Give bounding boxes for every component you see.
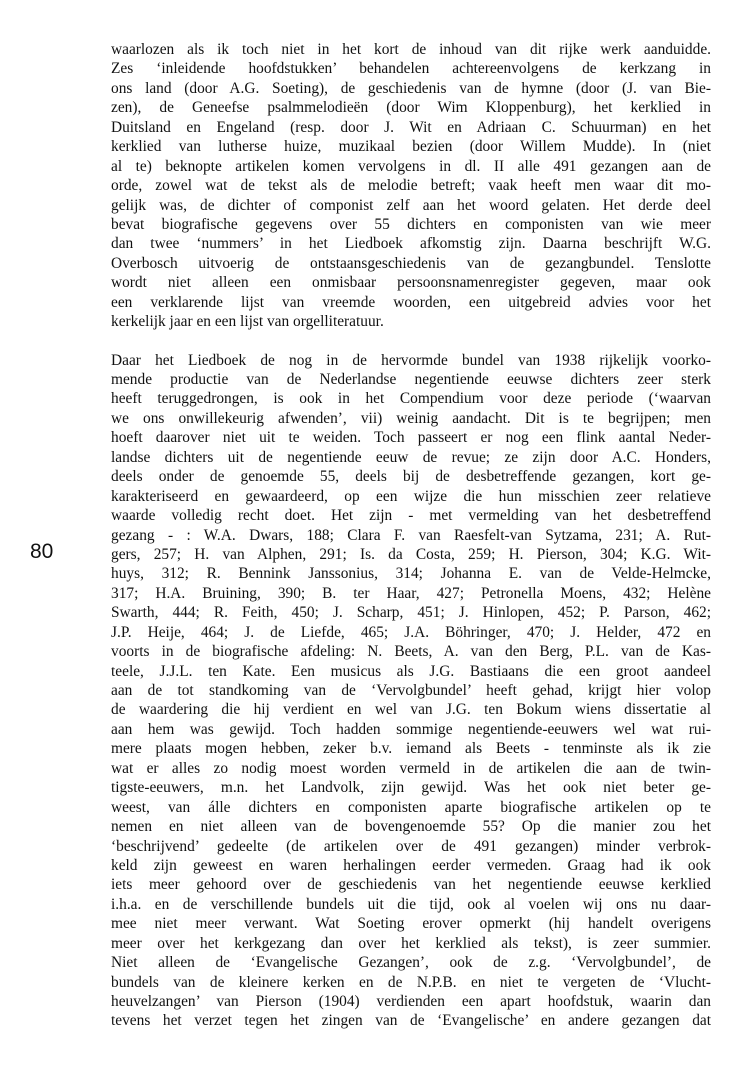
text-line: mee niet meer verwant. Wat Soeting erover opmerkt (hij handelt overigens [111,915,711,933]
text-line: karakteriseerd en gewaardeerd, op een wijze die hun misschien zeer relatieve [111,487,711,505]
text-line: aan hem was gewijd. Toch hadden sommige negentiende-eeuwers wel wat rui- [111,720,711,738]
text-line: landse dichters uit de negentiende eeuw de revue; ze zijn door A.C. Honders, [111,448,711,466]
text-line: Daar het Liedboek de nog in de hervormde bundel van 1938 rijkelijk voorko- [111,351,711,369]
text-line: deels onder de genoemde 55, deels bij de desbetreffende gezangen, kort ge- [111,468,711,486]
text-line: meer over het kerkgezang dan over het kerklied als tekst), is zeer summier. [111,934,711,952]
paragraph-1 [111,40,711,332]
text-line: dan twee ‘nummers’ in het Liedboek afkomstig zijn. Daarna beschrijft W.G. [111,235,711,253]
text-line: i.h.a. en de verschillende bundels uit die tijd, ook al voelen wij ons nu daar- [111,895,711,913]
text-line: waarlozen als ik toch niet in het kort de inhoud van dit rijke werk aanduidde. [111,41,711,58]
text-line: Duitsland en Engeland (resp. door J. Wit en Adriaan C. Schuurman) en het [111,118,711,136]
text-line: tigste-eeuwers, m.n. het Landvolk, zijn gewijd. Was het ook niet beter ge- [111,779,711,797]
text-line: mende productie van de Nederlandse negentiende eeuwse dichters zeer sterk [111,371,711,388]
text-line: 317; H.A. Bruining, 390; B. ter Haar, 427; Petronella Moens, 432; Helène [111,584,711,602]
text-line: ons land (door A.G. Soeting), de geschiedenis van de hymne (door (J. van Bie- [111,79,711,97]
paragraph-2 [111,351,711,1031]
text-line: tevens het verzet tegen het zingen van de ‘Evangelische’ en andere gezangen dat [111,1012,711,1030]
text-line: Zes ‘inleidende hoofdstukken’ behandelen achtereenvolgens de kerkzang in [111,60,711,78]
text-line: kerklied van lutherse huize, muzikaal bezien (door Willem Mudde). In (niet [111,138,711,156]
text-column [111,40,711,1031]
text-line: J.P. Heije, 464; J. de Liefde, 465; J.A. Böhringer, 470; J. Helder, 472 en [111,623,711,641]
text-line: Swarth, 444; R. Feith, 450; J. Scharp, 451; J. Hinlopen, 452; P. Parson, 462; [111,604,711,622]
text-line: zen), de Geneefse psalmmelodieën (door Wim Kloppenburg), het kerklied in [111,99,711,117]
text-line: aan de tot standkoming van de ‘Vervolgbundel’ heeft gehad, krijgt hier volop [111,682,711,699]
text-line: orde, zowel wat de tekst als de melodie betreft; vaak heeft men waar dit mo- [111,177,711,195]
text-line: kerkelijk jaar en een lijst van orgelliteratuur. [111,313,384,331]
text-line: heuvelzangen’ van Pierson (1904) verdienden een apart hoofdstuk, waarin dan [111,993,711,1010]
page-number: 80 [30,540,54,563]
text-line: teele, J.J.L. ten Kate. Een musicus als J.G. Bastiaans die een groot aandeel [111,662,711,680]
text-line: huys, 312; R. Bennink Janssonius, 314; Johanna E. van de Velde-Helmcke, [111,565,711,583]
text-line: de waardering die hij verdient en wel van J.G. ten Bokum wiens dissertatie al [111,701,711,719]
text-line: hoeft daarover niet uit te weiden. Toch passeert er nog een flink aantal Neder- [111,429,711,447]
text-line: heeft teruggedrongen, is ook in het Compendium voor deze periode (‘waarvan [111,390,711,408]
text-line: Niet alleen de ‘Evangelische Gezangen’, ook de z.g. ‘Vervolgbundel’, de [111,954,711,972]
text-line: gezang - : W.A. Dwars, 188; Clara F. van Raesfelt-van Sytzama, 231; A. Rut- [111,526,711,544]
text-line: Overbosch uitvoerig de ontstaansgeschiedenis van de gezangbundel. Tenslotte [111,254,711,272]
text-line: gers, 257; H. van Alphen, 291; Is. da Costa, 259; H. Pierson, 304; K.G. Wit- [111,545,711,563]
paragraph-gap [111,332,711,351]
text-line: keld zijn geweest en waren herhalingen eerder vermeden. Graag had ik ook [111,856,711,874]
text-line: nemen en niet alleen van de bovengenoemde 55? Op die manier zou het [111,818,711,836]
text-line: waarde volledig recht doet. Het zijn - met vermelding van het desbetreffend [111,507,711,525]
text-line: voorts in de biografische afdeling: N. Beets, A. van den Berg, P.L. van de Kas- [111,643,711,661]
text-line: iets meer gehoord over de geschiedenis van het negentiende eeuwse kerklied [111,876,711,894]
text-line: ‘beschrijvend’ gedeelte (de artikelen over de 491 gezangen) minder verbrok- [111,837,711,855]
text-line: wat er alles zo nodig moest worden vermeld in de artikelen die aan de twin- [111,759,711,777]
text-line: weest, van álle dichters en componisten aparte biografische artikelen op te [111,798,711,816]
text-line: wordt niet alleen een onmisbaar persoonsnamenregister gegeven, maar ook [111,274,711,292]
text-line: gelijk was, de dichter of componist zelf aan het woord gelaten. Het derde deel [111,196,711,214]
text-line: een verklarende lijst van vreemde woorden, een uitgebreid advies voor het [111,293,711,311]
text-line: bevat biografische gegevens over 55 dichters en componisten van wie meer [111,215,711,233]
text-line: we ons onwillekeurig afwenden’, vii) weinig aandacht. Dit is te begrijpen; men [111,409,711,427]
text-line: mere plaats mogen hebben, zeker b.v. iemand als Beets - tenminste als ik zie [111,740,711,758]
text-line: al te) beknopte artikelen komen vervolgens in dl. II alle 491 gezangen aan de [111,157,711,175]
text-line: bundels van de kleinere kerken en de N.P.B. en niet te vergeten de ‘Vlucht- [111,973,711,991]
